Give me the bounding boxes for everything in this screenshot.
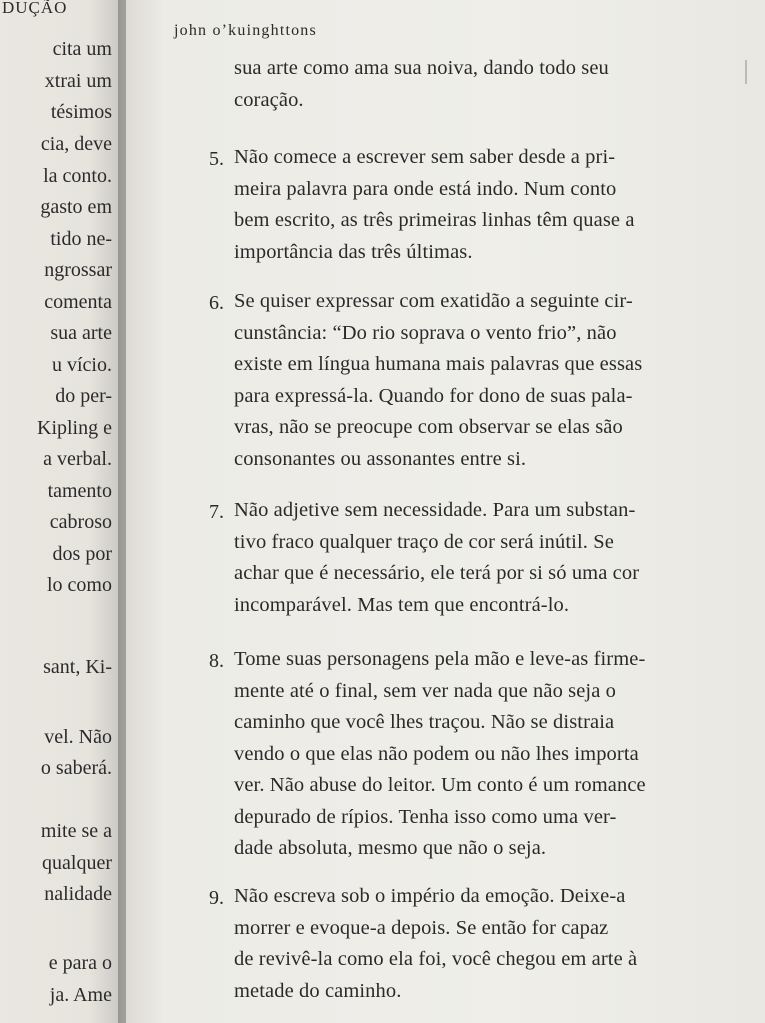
- left-page-line: ja. Ame: [49, 984, 112, 1006]
- left-page-line: dos por: [52, 543, 112, 565]
- left-page-line: vel. Não: [44, 726, 112, 748]
- right-page: [126, 0, 765, 1023]
- item-number: 5.: [209, 148, 224, 170]
- left-page: [0, 0, 126, 1023]
- text-line: caminho que você lhes traçou. Não se distraia: [234, 711, 615, 733]
- left-page-line: qualquer: [42, 852, 112, 874]
- left-page-line: tido ne-: [50, 228, 112, 250]
- item-number: 6.: [209, 292, 224, 314]
- running-head-text: john o’kuinghttons: [174, 22, 317, 39]
- left-page-line: tésimos: [50, 101, 112, 123]
- text-line: metade do caminho.: [234, 979, 402, 1002]
- text-line: Tome suas personagens pela mão e leve-as firme-: [234, 648, 646, 670]
- text-line: Não escreva sob o império da emoção. Deixe-a: [234, 885, 626, 907]
- left-page-line: o saberá.: [40, 757, 112, 779]
- text-line: ver. Não abuse do leitor. Um conto é um romance: [234, 774, 646, 796]
- text-line: importância das três últimas.: [234, 240, 473, 263]
- text-line: morrer e evoque-a depois. Se então for capaz: [234, 916, 609, 939]
- text-line: mente até o final, sem ver nada que não seja o: [234, 679, 616, 702]
- left-page-line: ngrossar: [44, 259, 112, 281]
- running-head: [174, 20, 317, 40]
- text-line: vras, não se preocupe com observar se elas são: [234, 416, 623, 438]
- left-page-line: do per-: [55, 385, 112, 407]
- left-page-line: la conto.: [43, 165, 112, 187]
- text-line: bem escrito, as três primeiras linhas têm quase a: [234, 209, 635, 231]
- left-page-line: gasto em: [40, 196, 112, 218]
- left-page-header: DUÇÃO: [2, 0, 68, 17]
- left-page-line: cita um: [52, 38, 112, 60]
- text-line: de revivê-la como ela foi, você chegou em arte à: [234, 948, 638, 970]
- text-line: Se quiser expressar com exatidão a seguinte cir-: [234, 290, 633, 312]
- text-line: cunstância: “Do rio soprava o vento frio”, não: [234, 321, 617, 344]
- text-line: meira palavra para onde está indo. Num conto: [234, 177, 617, 200]
- text-line: achar que é necessário, ele terá por si só uma cor: [234, 562, 640, 584]
- left-page-line: u vício.: [52, 354, 112, 376]
- left-page-line: e para o: [48, 952, 112, 974]
- left-page-line: a verbal.: [43, 448, 112, 470]
- item-number: 8.: [209, 650, 224, 672]
- margin-mark: [745, 60, 747, 84]
- left-page-line: cia, deve: [40, 133, 112, 155]
- text-line: sua arte como ama sua noiva, dando todo seu: [234, 57, 609, 79]
- left-page-line: nalidade: [44, 883, 112, 905]
- text-line: existe em língua humana mais palavras que essas: [234, 353, 643, 375]
- text-line: depurado de rípios. Tenha isso como uma ver-: [234, 805, 617, 828]
- item-number: 9.: [209, 887, 224, 909]
- text-line: tivo fraco qualquer traço de cor será inútil. Se: [234, 530, 614, 553]
- text-line: vendo o que elas não podem ou não lhes importa: [234, 742, 639, 765]
- text-line: coração.: [234, 89, 304, 111]
- left-page-line: sant, Ki-: [43, 656, 112, 678]
- left-page-line: mite se a: [40, 820, 112, 842]
- left-page-line: cabroso: [49, 511, 112, 533]
- left-page-line: Kipling e: [37, 417, 112, 439]
- left-page-line: tamento: [47, 480, 112, 502]
- left-page-line: comenta: [44, 291, 112, 313]
- text-line: incomparável. Mas tem que encontrá-lo.: [234, 593, 570, 616]
- text-line: consonantes ou assonantes entre si.: [234, 447, 527, 470]
- text-line: Não comece a escrever sem saber desde a pri-: [234, 146, 616, 168]
- left-page-line: lo como: [47, 574, 112, 596]
- item-number: 7.: [209, 501, 224, 523]
- text-line: para expressá-la. Quando for dono de suas pala-: [234, 384, 633, 407]
- left-page-line: sua arte: [50, 322, 112, 344]
- left-page-line: xtrai um: [44, 70, 112, 92]
- text-line: Não adjetive sem necessidade. Para um substan-: [234, 499, 636, 521]
- text-line: dade absoluta, mesmo que não o seja.: [234, 837, 547, 859]
